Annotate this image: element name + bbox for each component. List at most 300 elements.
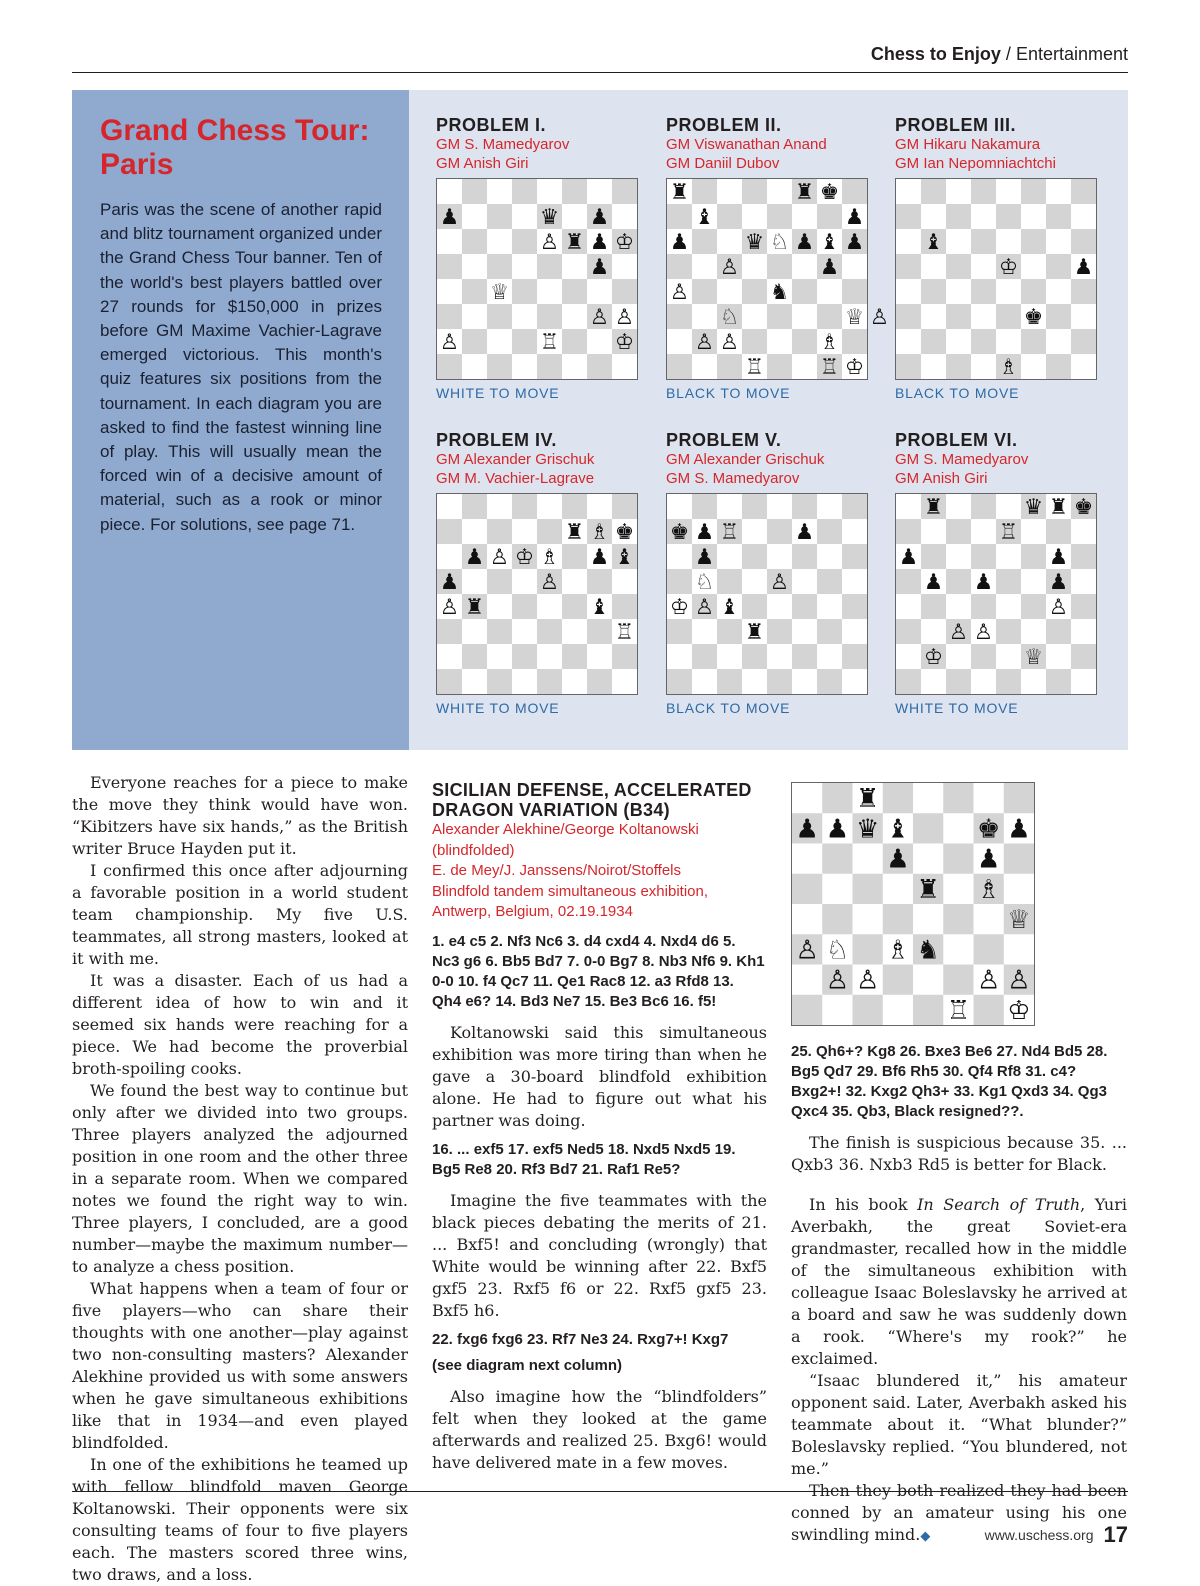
white-bishop-icon: ♗: [819, 330, 840, 355]
white-players: Alexander Alekhine/George Koltanowski (blindfolded): [432, 821, 699, 859]
white-queen-icon: ♕: [1023, 645, 1044, 670]
dark-square: [717, 354, 742, 379]
dark-square: [1021, 594, 1046, 619]
site-url: www.uschess.org: [984, 1527, 1094, 1543]
black-pawn-icon: ♟: [589, 545, 610, 570]
dark-square: [717, 619, 742, 644]
page-number: 17: [1103, 1522, 1128, 1547]
chess-diagram: [666, 178, 890, 380]
white-pawn-icon: ♙: [869, 305, 890, 330]
white-pawn-icon: ♙: [614, 305, 635, 330]
dark-square: [587, 669, 612, 694]
dark-square: [921, 594, 946, 619]
dark-square: [1071, 179, 1096, 204]
dark-square: [921, 329, 946, 354]
white-king-icon: ♔: [514, 545, 535, 570]
dark-square: [921, 279, 946, 304]
white-bishop-icon: ♗: [886, 935, 910, 966]
problem-2: [666, 115, 896, 401]
black-bishop-icon: ♝: [589, 595, 610, 620]
dark-square: [462, 644, 487, 669]
black-rook-icon: ♜: [794, 180, 815, 205]
white-pawn-icon: ♙: [719, 330, 740, 355]
problem-1: [436, 115, 666, 401]
dark-square: [462, 229, 487, 254]
dark-square: [512, 594, 537, 619]
dark-square: [842, 644, 867, 669]
black-players: E. de Mey/J. Janssens/Noirot/Stoffels: [432, 862, 682, 879]
white-rook-icon: ♖: [719, 520, 740, 545]
dark-square: [896, 204, 921, 229]
paragraph: Imagine the five teammates with the black pieces debating the merits of 21. ... Bxf5! and concluding (wrongly) that White would be winning after 22. Bxf5 gxf5 23. Rxf5 f6 or 22. Rxf5 gxf5 23. Bxf5 h6.: [432, 1190, 767, 1320]
paragraph: [791, 1194, 1127, 1370]
black-queen-icon: ♛: [744, 230, 765, 255]
chess-diagram: [436, 178, 638, 380]
dark-square: [692, 494, 717, 519]
black-player: GM M. Vachier-Lagrave: [436, 470, 595, 487]
dark-square: [587, 354, 612, 379]
white-rook-icon: ♖: [998, 520, 1019, 545]
white-player: GM Viswanathan Anand: [666, 136, 827, 153]
black-pawn-icon: ♟: [825, 814, 850, 845]
white-king-icon: ♔: [614, 330, 635, 355]
dark-square: [612, 179, 637, 204]
black-rook-icon: ♜: [916, 874, 940, 905]
chess-diagram: [666, 493, 868, 695]
white-pawn-icon: ♙: [539, 570, 560, 595]
dark-square: [792, 279, 817, 304]
black-pawn-icon: ♟: [589, 205, 610, 230]
dark-square: [971, 544, 996, 569]
dark-square: [487, 304, 512, 329]
paragraph: We found the best way to continue but only after we divided into two groups. Three players analyzed the adjourned position in one room and the other three in a separate room. When we compared notes we found the right way to win. Three players, I concluded, are a good number—maybe the maximum number—to analyze a chess position.: [72, 1081, 408, 1276]
black-pawn-icon: ♟: [694, 520, 715, 545]
quiz-title: Grand Chess Tour: Paris: [100, 114, 370, 181]
dark-square: [842, 279, 867, 304]
problem-title: PROBLEM III.: [895, 115, 1017, 135]
dark-square: [562, 279, 587, 304]
dark-square: [1046, 619, 1071, 644]
dark-square: [792, 644, 817, 669]
dark-square: [742, 279, 767, 304]
dark-square: [946, 254, 971, 279]
problem-title: PROBLEM IV.: [436, 430, 557, 450]
paragraph: What happens when a team of four or five players—who can share their thoughts with one another—play against two non-consulting masters? Alexander Alekhine provided us with some answers when he gave simultaneous exhibitions like that in 1934—and even played blindfolded.: [72, 1279, 408, 1452]
black-knight-icon: ♞: [916, 935, 940, 966]
black-rook-icon: ♜: [564, 230, 585, 255]
white-king-icon: ♔: [669, 595, 690, 620]
dark-square: [512, 229, 537, 254]
article-column-2: [432, 772, 767, 1474]
black-rook-icon: ♜: [464, 595, 485, 620]
article-column-3: [791, 772, 1127, 1548]
white-rook-icon: ♖: [819, 355, 840, 380]
dark-square: [437, 669, 462, 694]
dark-square: [717, 669, 742, 694]
dark-square: [1046, 304, 1071, 329]
dark-square: [971, 494, 996, 519]
dark-square: [767, 204, 792, 229]
black-rook-icon: ♜: [669, 180, 690, 205]
dark-square: [971, 229, 996, 254]
dark-square: [853, 995, 883, 1025]
black-player: GM S. Mamedyarov: [666, 470, 800, 487]
dark-square: [1021, 329, 1046, 354]
paragraph: “Isaac blundered it,” his amateur opponent said. Later, Averbakh asked his teammate about it. “What blunder?” Boleslavsky replied. “You blundered, not me.”: [791, 1371, 1127, 1478]
black-pawn-icon: ♟: [1007, 814, 1031, 845]
dark-square: [1071, 329, 1096, 354]
dark-square: [842, 494, 867, 519]
dark-square: [996, 304, 1021, 329]
white-pawn-icon: ♙: [694, 330, 715, 355]
problem-6: [895, 430, 1125, 716]
paragraph: In one of the exhibitions he teamed up with fellow blindfold maven George Koltanowski. Their opponents were six consulting teams of four to five players each. The masters scored three wins, two draws, and a loss.: [72, 1455, 408, 1584]
game-moves: 1. e4 c5 2. Nf3 Nc6 3. d4 cxd4 4. Nxd4 d6 5. Nc3 g6 6. Bb5 Bd7 7. 0-0 Bg7 8. Nb3 Nf6 9. Kh1 0-0 10. f4 Qc7 11. Qe1 Rac8 12. a3 Rfd8 13. Qh4 e6? 14. Bd3 Ne7 15. Be3 Bc6 16. f5!: [432, 932, 765, 1010]
black-pawn-icon: ♟: [973, 570, 994, 595]
footer-rule: [72, 1491, 1128, 1492]
dark-square: [1021, 544, 1046, 569]
dark-square: [971, 329, 996, 354]
dark-square: [487, 669, 512, 694]
dark-square: [437, 354, 462, 379]
book-title: In Search of Truth: [917, 1195, 1081, 1214]
dark-square: [1046, 354, 1071, 379]
dark-square: [896, 669, 921, 694]
black-rook-icon: ♜: [744, 620, 765, 645]
dark-square: [1046, 254, 1071, 279]
dark-square: [853, 934, 883, 964]
white-pawn-icon: ♙: [948, 620, 969, 645]
section-name: Chess to Enjoy: [870, 44, 1001, 64]
dark-square: [817, 519, 842, 544]
white-pawn-icon: ♙: [439, 595, 460, 620]
text: Then they both realized they had been conned by an amateur using his one swindling mind.: [791, 1481, 1127, 1544]
dark-square: [974, 934, 1004, 964]
game-heading: SICILIAN DEFENSE, ACCELERATED DRAGON VARIATION (B34): [432, 780, 752, 820]
dark-square: [562, 494, 587, 519]
white-knight-icon: ♘: [769, 230, 790, 255]
black-bishop-icon: ♝: [886, 814, 910, 845]
white-king-icon: ♔: [998, 255, 1019, 280]
paragraph: It was a disaster. Each of us had a different idea of how to win and it seemed six hands were reaching for a piece. We had become the proverbial broth-spoiling cooks.: [72, 971, 408, 1078]
dark-square: [587, 619, 612, 644]
dark-square: [667, 669, 692, 694]
white-rook-icon: ♖: [539, 330, 560, 355]
dark-square: [996, 569, 1021, 594]
dark-square: [742, 544, 767, 569]
dark-square: [1046, 669, 1071, 694]
black-bishop-icon: ♝: [819, 230, 840, 255]
dark-square: [667, 619, 692, 644]
dark-square: [996, 204, 1021, 229]
dark-square: [487, 569, 512, 594]
black-pawn-icon: ♟: [589, 255, 610, 280]
dark-square: [512, 644, 537, 669]
dark-square: [562, 329, 587, 354]
dark-square: [767, 519, 792, 544]
dark-square: [946, 519, 971, 544]
white-queen-icon: ♕: [844, 305, 865, 330]
black-pawn-icon: ♟: [794, 520, 815, 545]
black-player: GM Anish Giri: [436, 155, 529, 172]
dark-square: [1021, 229, 1046, 254]
problem-title: PROBLEM VI.: [895, 430, 1018, 450]
white-king-icon: ♔: [923, 645, 944, 670]
dark-square: [946, 669, 971, 694]
black-player: GM Daniil Dubov: [666, 155, 780, 172]
black-bishop-icon: ♝: [694, 205, 715, 230]
dark-square: [1071, 644, 1096, 669]
dark-square: [767, 304, 792, 329]
black-pawn-icon: ♟: [464, 545, 485, 570]
dark-square: [562, 644, 587, 669]
dark-square: [742, 329, 767, 354]
dark-square: [512, 329, 537, 354]
game-moves: 25. Qh6+? Kg8 26. Bxe3 Be6 27. Nd4 Bd5 28. Bg5 Qd7 29. Bf6 Rh5 30. Qf4 Rf8 31. c4? Bxg2+! 32. Kxg2 Qh3+ 33. Kg1 Qxd3 34. Qg3 Qxc4 35. Qb3, Black resigned??.: [791, 1043, 1108, 1120]
dark-square: [943, 783, 973, 813]
dark-square: [946, 354, 971, 379]
white-pawn-icon: ♙: [1048, 595, 1069, 620]
to-move-label: WHITE TO MOVE: [436, 700, 560, 716]
dark-square: [717, 569, 742, 594]
dark-square: [437, 519, 462, 544]
dark-square: [487, 619, 512, 644]
dark-square: [822, 904, 852, 934]
dark-square: [792, 874, 822, 904]
dark-square: [667, 254, 692, 279]
dark-square: [971, 179, 996, 204]
dark-square: [921, 544, 946, 569]
problem-title: PROBLEM I.: [436, 115, 547, 135]
dark-square: [692, 229, 717, 254]
dark-square: [742, 179, 767, 204]
black-pawn-icon: ♟: [794, 230, 815, 255]
black-king-icon: ♚: [819, 180, 840, 205]
diagram-note: (see diagram next column): [432, 1356, 623, 1374]
dark-square: [462, 179, 487, 204]
game-diagram: [791, 782, 1035, 1026]
end-mark-icon: ◆: [920, 1529, 931, 1544]
dark-square: [612, 644, 637, 669]
article-column-1: [72, 772, 408, 1586]
white-king-icon: ♔: [844, 355, 865, 380]
white-pawn-icon: ♙: [769, 570, 790, 595]
black-pawn-icon: ♟: [844, 230, 865, 255]
dark-square: [437, 619, 462, 644]
dark-square: [946, 204, 971, 229]
dark-square: [996, 669, 1021, 694]
problem-5: [666, 430, 896, 716]
dark-square: [667, 304, 692, 329]
game-moves: 22. fxg6 fxg6 23. Rf7 Ne3 24. Rxg7+! Kxg7: [432, 1330, 729, 1348]
dark-square: [562, 179, 587, 204]
dark-square: [943, 844, 973, 874]
problem-title: PROBLEM V.: [666, 430, 782, 450]
white-player: GM Alexander Grischuk: [666, 451, 825, 468]
white-player: GM S. Mamedyarov: [436, 136, 570, 153]
to-move-label: BLACK TO MOVE: [666, 385, 791, 401]
dark-square: [562, 594, 587, 619]
paragraph: Koltanowski said this simultaneous exhibition was more tiring than when he gave a 30-board blindfold exhibition alone. He had to figure out what his partner was doing.: [432, 1022, 767, 1130]
dark-square: [742, 644, 767, 669]
white-knight-icon: ♘: [719, 305, 740, 330]
dark-square: [487, 204, 512, 229]
dark-square: [692, 279, 717, 304]
dark-square: [842, 179, 867, 204]
black-pawn-icon: ♟: [844, 205, 865, 230]
dark-square: [921, 179, 946, 204]
black-player: GM Anish Giri: [895, 470, 988, 487]
white-rook-icon: ♖: [946, 995, 971, 1026]
dark-square: [1046, 519, 1071, 544]
dark-square: [943, 904, 973, 934]
dark-square: [883, 783, 913, 813]
white-player: GM Alexander Grischuk: [436, 451, 595, 468]
black-pawn-icon: ♟: [886, 844, 910, 875]
dark-square: [1046, 204, 1071, 229]
black-pawn-icon: ♟: [898, 545, 919, 570]
to-move-label: BLACK TO MOVE: [895, 385, 1020, 401]
dark-square: [462, 329, 487, 354]
white-pawn-icon: ♙: [439, 330, 460, 355]
white-pawn-icon: ♙: [669, 280, 690, 305]
dark-square: [822, 783, 852, 813]
dark-square: [792, 494, 817, 519]
dark-square: [842, 594, 867, 619]
dark-square: [913, 813, 943, 843]
problem-3: [895, 115, 1125, 401]
to-move-label: BLACK TO MOVE: [666, 700, 791, 716]
black-pawn-icon: ♟: [976, 844, 1001, 875]
dark-square: [667, 354, 692, 379]
black-pawn-icon: ♟: [819, 255, 840, 280]
dark-square: [896, 619, 921, 644]
dark-square: [437, 304, 462, 329]
dark-square: [562, 544, 587, 569]
dark-square: [487, 354, 512, 379]
dark-square: [946, 569, 971, 594]
paragraph: I confirmed this once after adjourning a favorable position in a world student team championship. My five U.S. teammates, all strong masters, looked at it with me.: [72, 861, 408, 968]
white-queen-icon: ♕: [1007, 905, 1031, 936]
dark-square: [913, 995, 943, 1025]
dark-square: [971, 594, 996, 619]
dark-square: [537, 669, 562, 694]
black-pawn-icon: ♟: [795, 814, 819, 845]
dark-square: [487, 519, 512, 544]
dark-square: [996, 619, 1021, 644]
dark-square: [1071, 229, 1096, 254]
white-knight-icon: ♘: [694, 570, 715, 595]
dark-square: [512, 179, 537, 204]
white-knight-icon: ♘: [825, 935, 850, 966]
black-pawn-icon: ♟: [923, 570, 944, 595]
dark-square: [943, 965, 973, 995]
black-king-icon: ♚: [669, 520, 690, 545]
chess-diagram: [436, 493, 638, 695]
dark-square: [462, 279, 487, 304]
intro-text: Paris was the scene of another rapid and blitz tournament organized under the Grand Chess Tour banner. Ten of the world's best players battled over 27 rounds for $150,000 in prizes before GM Maxime Vachier-Lagrave emerged victorious. This month's quiz features six positions from the tournament. In each diagram you are asked to find the fastest winning line of play. This will usually mean the forced win of a decisive amount of material, such as a rook or minor piece. For solutions, see page 71.: [100, 200, 382, 534]
white-pawn-icon: ♙: [976, 965, 1001, 996]
game-moves: 16. ... exf5 17. exf5 Ned5 18. Nxd5 Nxd5 19. Bg5 Re8 20. Rf3 Bd7 21. Raf1 Re5?: [432, 1140, 736, 1178]
dark-square: [667, 569, 692, 594]
white-king-icon: ♔: [1007, 995, 1031, 1026]
dark-square: [1071, 544, 1096, 569]
paragraph: Also imagine how the “blindfolders” felt when they looked at the game afterwards and realized 25. Bxg6! would have delivered mate in a few moves.: [432, 1386, 767, 1472]
dark-square: [1071, 279, 1096, 304]
white-bishop-icon: ♗: [589, 520, 610, 545]
white-player: GM S. Mamedyarov: [895, 451, 1029, 468]
white-bishop-icon: ♗: [998, 355, 1019, 380]
dark-square: [896, 519, 921, 544]
black-rook-icon: ♜: [923, 495, 944, 520]
dark-square: [817, 619, 842, 644]
dark-square: [896, 354, 921, 379]
dark-square: [792, 329, 817, 354]
dark-square: [974, 995, 1004, 1025]
dark-square: [883, 904, 913, 934]
category-name: Entertainment: [1015, 44, 1128, 64]
black-king-icon: ♚: [1073, 495, 1094, 520]
black-pawn-icon: ♟: [694, 545, 715, 570]
dark-square: [883, 965, 913, 995]
dark-square: [612, 494, 637, 519]
black-bishop-icon: ♝: [719, 595, 740, 620]
black-pawn-icon: ♟: [669, 230, 690, 255]
text: , Yuri Averbakh, the great Soviet-era grandmaster, recalled how in the middle of the simultaneous exhibition with colleague Isaac Boleslavsky he arrived at a board and saw he was suddenly down a rook. “Where's my rook?” he exclaimed.: [791, 1195, 1127, 1368]
dark-square: [853, 874, 883, 904]
white-pawn-icon: ♙: [973, 620, 994, 645]
black-player: GM Ian Nepomniachtchi: [895, 155, 1056, 172]
dark-square: [842, 544, 867, 569]
dark-square: [792, 594, 817, 619]
white-pawn-icon: ♙: [589, 305, 610, 330]
black-queen-icon: ♛: [539, 205, 560, 230]
text: In his book: [809, 1195, 918, 1214]
white-king-icon: ♔: [614, 230, 635, 255]
dark-square: [1004, 783, 1034, 813]
black-rook-icon: ♜: [1048, 495, 1069, 520]
paragraph: The finish is suspicious because 35. ... Qxb3 36. Nxb3 Rd5 is better for Black.: [791, 1133, 1127, 1174]
dark-square: [692, 179, 717, 204]
white-rook-icon: ♖: [614, 620, 635, 645]
dark-square: [896, 254, 921, 279]
dark-square: [817, 204, 842, 229]
dark-square: [1071, 594, 1096, 619]
black-king-icon: ♚: [976, 814, 1001, 845]
dark-square: [792, 544, 817, 569]
header-separator: /: [1000, 44, 1016, 64]
dark-square: [817, 569, 842, 594]
white-pawn-icon: ♙: [719, 255, 740, 280]
black-queen-icon: ♛: [855, 814, 880, 845]
black-pawn-icon: ♟: [1048, 570, 1069, 595]
black-pawn-icon: ♟: [439, 205, 460, 230]
dark-square: [767, 354, 792, 379]
dark-square: [462, 494, 487, 519]
dark-square: [822, 844, 852, 874]
black-rook-icon: ♜: [855, 784, 880, 815]
black-pawn-icon: ♟: [589, 230, 610, 255]
dark-square: [537, 254, 562, 279]
dark-square: [612, 279, 637, 304]
dark-square: [512, 279, 537, 304]
dark-square: [487, 254, 512, 279]
black-bishop-icon: ♝: [923, 230, 944, 255]
quiz-panel: [72, 90, 1128, 750]
dark-square: [767, 619, 792, 644]
white-rook-icon: ♖: [744, 355, 765, 380]
white-queen-icon: ♕: [489, 280, 510, 305]
